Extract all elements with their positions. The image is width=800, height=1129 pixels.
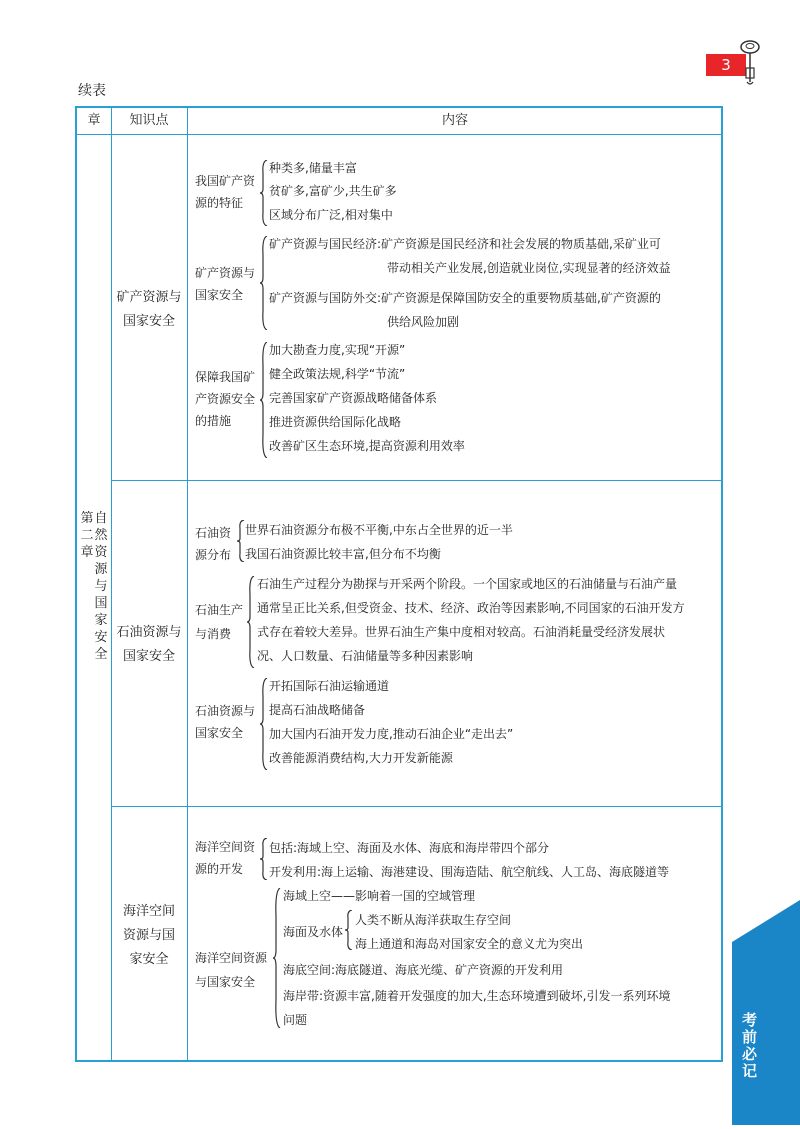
mineral-g3-label: 保障我国矿产资源安全的措施 xyxy=(195,370,256,428)
brace-icon xyxy=(237,520,245,562)
chapter-label xyxy=(77,510,111,663)
mineral-g3-item: 推进资源供给国际化战略 xyxy=(269,415,402,429)
ocean-g1-label: 海洋空间资源的开发 xyxy=(195,840,256,876)
mineral-g3-item: 改善矿区生态环境,提高资源利用效率 xyxy=(269,439,465,453)
mineral-g1-item: 种类多,储量丰富 xyxy=(269,161,357,175)
chapter-number: 第二章 xyxy=(80,511,94,560)
ocean-g2-sub-label: 海面及水体 xyxy=(283,925,344,939)
oil-g1-item: 世界石油资源分布极不平衡,中东占全世界的近一半 xyxy=(245,523,513,537)
brace-icon xyxy=(345,910,353,950)
chapter-title: 自然资源与国家安全 xyxy=(94,511,108,662)
brace-icon xyxy=(260,678,268,770)
mineral-g1-label: 我国矿产资源的特征 xyxy=(195,174,256,210)
side-tab-label: 考前必记 xyxy=(742,1011,758,1080)
ocean-g2-label: 海洋空间资源与国家安全 xyxy=(195,951,268,989)
header-chapter: 章 xyxy=(87,113,101,128)
ocean-g2-sub-item: 人类不断从海洋获取生存空间 xyxy=(355,913,512,927)
oil-g2-text: 式存在着较大差异。世界石油生产集中度相对较高。石油消耗量受经济发展状 xyxy=(257,625,666,639)
topic-mineral: 矿产资源与国家安全 xyxy=(116,290,182,329)
brace-icon xyxy=(260,160,268,226)
mineral-g2-text: 矿产资源与国民经济:矿产资源是国民经济和社会发展的物质基础,采矿业可 xyxy=(269,237,661,251)
oil-g3-item: 改善能源消费结构,大力开发新能源 xyxy=(269,751,453,765)
header-content: 内容 xyxy=(441,113,468,128)
topic-ocean: 海洋空间资源与国家安全 xyxy=(122,904,175,967)
brace-icon xyxy=(247,576,255,668)
mineral-g2-text: 供给风险加剧 xyxy=(387,315,460,329)
mineral-g1-item: 区域分布广泛,相对集中 xyxy=(269,208,393,222)
brace-icon xyxy=(260,236,268,330)
ocean-g2-text: 海底空间:海底隧道、海底光缆、矿产资源的开发利用 xyxy=(283,963,564,977)
mineral-g2-label: 矿产资源与国家安全 xyxy=(195,266,256,302)
ocean-g2-sub-item: 海上通道和海岛对国家安全的意义尤为突出 xyxy=(355,937,584,951)
knowledge-table xyxy=(75,106,723,1062)
brace-icon xyxy=(260,838,268,880)
oil-g1-label: 石油资源分布 xyxy=(195,526,232,562)
mineral-g2-text: 带动相关产业发展,创造就业岗位,实现显著的经济效益 xyxy=(387,261,671,275)
mineral-g3-item: 完善国家矿产资源战略储备体系 xyxy=(269,391,438,405)
pushpin-icon xyxy=(737,38,763,88)
oil-g3-label: 石油资源与国家安全 xyxy=(195,704,256,740)
oil-g2-text: 况、人口数量、石油储量等多种因素影响 xyxy=(257,649,474,663)
caption: 续表 xyxy=(78,83,106,99)
ocean-g1-item: 包括:海域上空、海面及水体、海底和海岸带四个部分 xyxy=(269,841,550,855)
oil-g3-item: 开拓国际石油运输通道 xyxy=(269,679,390,693)
ocean-g2-text: 海岸带:资源丰富,随着开发强度的加大,生态环境遭到破坏,引发一系列环境 xyxy=(283,989,671,1003)
oil-g3-item: 提高石油战略储备 xyxy=(269,703,366,717)
header-point: 知识点 xyxy=(129,113,169,128)
oil-g2-label: 石油生产与消费 xyxy=(195,603,244,641)
mineral-g1-item: 贫矿多,富矿少,共生矿多 xyxy=(269,184,397,198)
ocean-g1-item: 开发利用:海上运输、海港建设、围海造陆、航空航线、人工岛、海底隧道等 xyxy=(269,865,670,879)
mineral-g3-item: 加大勘查力度,实现“开源” xyxy=(269,343,406,357)
brace-icon xyxy=(273,888,281,1028)
page-number: 3 xyxy=(706,54,746,76)
mineral-g3-item: 健全政策法规,科学“节流” xyxy=(269,367,406,381)
topic-oil: 石油资源与国家安全 xyxy=(116,625,182,664)
oil-g2-text: 石油生产过程分为勘探与开采两个阶段。一个国家或地区的石油储量与石油产量 xyxy=(257,577,678,591)
oil-g3-item: 加大国内石油开发力度,推动石油企业“走出去” xyxy=(269,727,514,741)
ocean-g2-text: 海域上空——影响着一国的空域管理 xyxy=(283,889,476,903)
ocean-g2-text: 问题 xyxy=(283,1013,308,1027)
oil-g2-text: 通常呈正比关系,但受资金、技术、经济、政治等因素影响,不同国家的石油开发方 xyxy=(257,601,685,615)
oil-g1-item: 我国石油资源比较丰富,但分布不均衡 xyxy=(245,547,441,561)
mineral-g2-text: 矿产资源与国防外交:矿产资源是保障国防安全的重要物质基础,矿产资源的 xyxy=(269,291,661,305)
brace-icon xyxy=(260,342,268,458)
